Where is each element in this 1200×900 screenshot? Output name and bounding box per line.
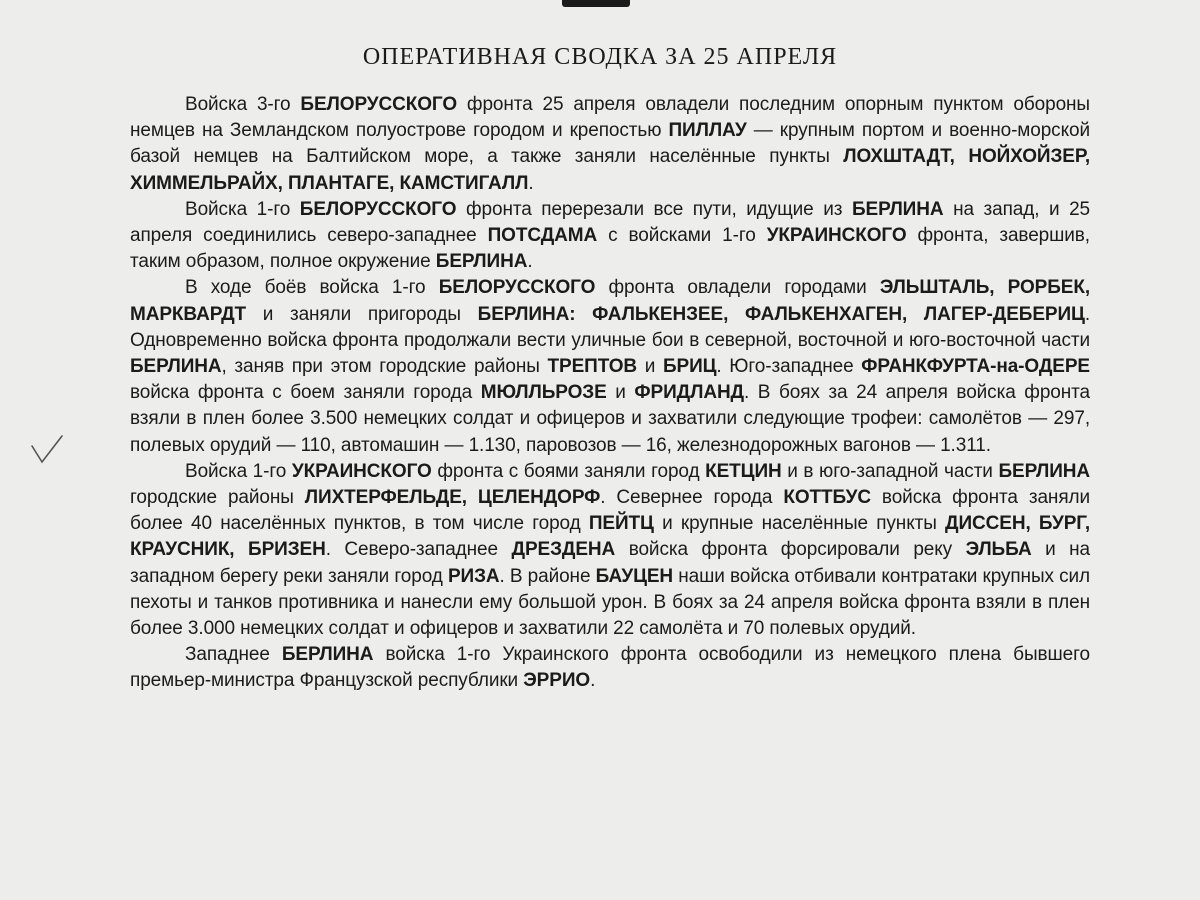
- paragraph-4: [130, 459, 1090, 642]
- place-name: УКРАИНСКОГО: [291, 460, 432, 482]
- place-name: ЭРРИО: [523, 670, 591, 692]
- place-name: ПИЛЛАУ: [668, 120, 747, 142]
- text-run: на запад, и 25 апреля соединились северо-западнее: [130, 198, 1091, 247]
- place-name: КОТТБУС: [783, 487, 871, 509]
- place-name: ЛОХШТАДТ, НОЙХОЙЗЕР, ХИММЕЛЬРАЙХ, ПЛАНТАГЕ, КАМСТИГАЛЛ: [130, 146, 1090, 194]
- place-name: БЕРЛИНА: [130, 356, 222, 378]
- page-title: ОПЕРАТИВНАЯ СВОДКА ЗА 25 АПРЕЛЯ: [362, 44, 838, 70]
- text-run: Войска 1-го: [185, 460, 292, 482]
- text-run: войска фронта форсировали реку: [615, 539, 966, 561]
- text-run: войска фронта заняли более 40 населённых пунктов, в том числе город: [130, 487, 1091, 535]
- text-run: и заняли пригороды: [246, 303, 478, 325]
- place-name: БРИЦ: [662, 356, 717, 378]
- text-run: . Севернее города: [600, 487, 784, 509]
- place-name: БЕРЛИНА: [851, 198, 944, 220]
- place-name: БЕРЛИНА: ФАЛЬКЕНЗЕЕ, ФАЛЬКЕНХАГЕН, ЛАГЕР-ДЕБЕРИЦ: [477, 303, 1085, 325]
- text-run: Войска 3-го: [185, 94, 301, 115]
- place-name: БЕРЛИНА: [281, 644, 374, 666]
- text-run: фронта овладели городами: [595, 277, 880, 299]
- paragraph-5: [130, 642, 1090, 694]
- place-name: УКРАИНСКОГО: [766, 225, 907, 247]
- place-name: ПОТСДАМА: [487, 225, 598, 247]
- paragraph-1: [130, 92, 1090, 197]
- text-run: Западнее: [185, 644, 282, 666]
- place-name: ЭЛЬШТАЛЬ, РОРБЕК, МАРКВАРДТ: [130, 277, 1090, 325]
- text-run: фронта, завершив, таким образом, полное окружение: [130, 225, 1090, 273]
- text-run: войска фронта с боем заняли города: [130, 382, 481, 404]
- text-run: .: [527, 251, 533, 273]
- text-run: , заняв при этом городские районы: [221, 356, 548, 378]
- text-run: войска 1-го Украинского фронта освободили из немецкого плена бывшего премьер-министра Французской республики: [130, 644, 1091, 692]
- place-name: БЕЛОРУССКОГО: [438, 277, 596, 299]
- text-run: и: [606, 382, 635, 404]
- text-run: и на западном берегу реки заняли город: [130, 539, 1091, 587]
- place-name: БЕРЛИНА: [435, 251, 528, 273]
- place-name: КЕТЦИН: [705, 460, 782, 482]
- text-run: В ходе боёв войска 1-го: [185, 277, 439, 299]
- place-name: ТРЕПТОВ: [547, 356, 638, 378]
- report-body: [130, 92, 1090, 695]
- place-name: БЕЛОРУССКОГО: [300, 94, 458, 115]
- place-name: ДРЕЗДЕНА: [511, 539, 616, 561]
- text-run: и крупные населённые пункты: [653, 513, 946, 535]
- text-run: . Северо-западнее: [325, 539, 512, 561]
- text-run: .: [528, 172, 534, 194]
- place-name: ЛИХТЕРФЕЛЬДЕ, ЦЕЛЕНДОРФ: [304, 487, 601, 509]
- text-run: фронта 25 апреля овладели последним опорным пунктом обороны немцев на Земландском полуострове городом и крепостью: [130, 94, 1090, 142]
- text-run: — крупным портом и военно-морской базой немцев на Балтийском море, а также заняли населённые пункты: [130, 120, 1090, 168]
- paragraph-2: [130, 197, 1090, 276]
- text-run: и в юго-западной части: [781, 460, 999, 482]
- text-run: Войска 1-го: [185, 198, 300, 220]
- text-run: . Юго-западнее: [716, 356, 862, 378]
- place-name: МЮЛЛЬРОЗЕ: [480, 382, 607, 404]
- text-run: . В районе: [499, 565, 596, 587]
- text-run: с войсками 1-го: [597, 225, 767, 247]
- place-name: ФРИДЛАНД: [634, 382, 744, 404]
- place-name: БАУЦЕН: [595, 565, 674, 587]
- top-ornament: [562, 0, 630, 7]
- text-run: .: [590, 670, 596, 692]
- text-run: наши войска отбивали контратаки крупных сил пехоты и танков противника и нанесли ему большой урон. В боях за 24 апреля войска фронта взяли в плен более 3.000 немецких солдат и офицеров и захватили 22 самолёта и 70 полевых орудий.: [130, 565, 1090, 640]
- text-run: фронта с боями заняли город: [431, 460, 706, 482]
- text-run: фронта перерезали все пути, идущие из: [456, 198, 852, 220]
- place-name: ДИССЕН, БУРГ, КРАУСНИК, БРИЗЕН: [130, 513, 1090, 561]
- place-name: ЭЛЬБА: [965, 539, 1032, 561]
- paragraph-3: [130, 275, 1090, 458]
- place-name: БЕЛОРУССКОГО: [299, 198, 457, 220]
- place-name: БЕРЛИНА: [998, 460, 1090, 482]
- place-name: ФРАНКФУРТА-на-ОДЕРЕ: [861, 356, 1090, 378]
- place-name: РИЗА: [447, 565, 500, 587]
- text-run: и: [637, 356, 663, 378]
- text-run: . В боях за 24 апреля войска фронта взяли в плен более 3.500 немецких солдат и офицеров и захватили следующие трофеи: самолётов — 297, полевых орудий — 110, автомашин — 1.130, паровозов — 16, железнодорожных вагонов — 1.311.: [130, 382, 1090, 456]
- text-run: . Одновременно войска фронта продолжали вести уличные бои в северной, восточной и юго-восточной части: [130, 303, 1091, 351]
- place-name: ПЕЙТЦ: [588, 513, 654, 535]
- text-run: городские районы: [130, 487, 305, 509]
- checkmark-icon: [28, 432, 68, 468]
